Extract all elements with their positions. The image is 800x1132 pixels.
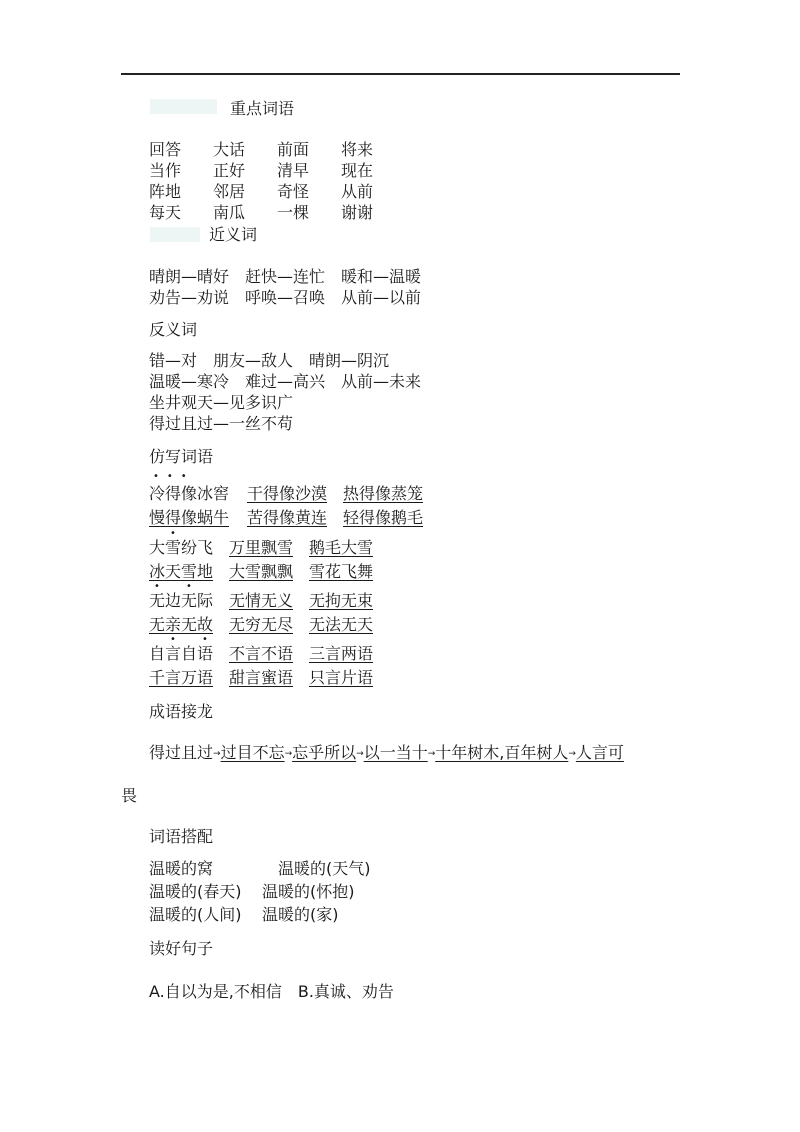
heading-synonyms: 近义词 [209,225,258,244]
heading-antonyms: 反义词 [149,320,198,339]
key-words-row-3 [149,181,405,203]
word: 南瓜 [213,203,246,222]
collocation-row-1 [149,858,371,880]
emphasis-dot: • [154,581,160,592]
key-words-row-4 [149,202,405,224]
answer-word: 冰天雪地 [149,562,214,581]
antonym-line-1: 错—对 朋友—敌人 晴朗—阴沉 [149,351,390,370]
imitate-group-2-row-1 [149,537,373,559]
answer-word: 雪花飞舞 [309,562,374,581]
emphasis-dots: ••• [153,471,195,482]
collocation-item: 温暖的(怀抱) [262,882,355,901]
word: 回答 [149,140,182,159]
answer-word: 热得像蒸笼 [343,484,424,503]
idiom-chain-wrap: 畏 [121,786,138,805]
word: 将来 [341,140,374,159]
emphasis-dot: • [202,634,208,645]
synonym-line-2: 劝告—劝说 呼唤—召唤 从前—以前 [149,288,422,307]
synonym-line-1: 晴朗—晴好 赶快—连忙 暖和—温暖 [149,267,422,286]
answer-word: 无亲无故 [149,615,214,634]
antonym-line-4: 得过且过—一丝不苟 [149,414,294,433]
read-sentences-answer: A.自以为是,不相信 B.真诚、劝告 [149,982,394,1001]
antonym-line-3: 坐井观天—见多识广 [149,393,294,412]
answer-word: 苦得像黄连 [247,508,328,527]
heading-imitate: 仿写词语 [149,447,214,466]
chain-item: 人言可 [575,743,624,762]
collocation-item: 温暖的(人间) [149,905,242,924]
answer-word: 不言不语 [229,644,294,663]
imitate-group-1-row-2 [149,507,423,529]
word: 正好 [213,161,246,180]
chain-start: 得过且过 [149,743,214,762]
arrow-icon: → [427,749,436,759]
collocation-item: 温暖的(天气) [278,859,371,878]
collocation-row-2 [149,881,355,903]
heading-key-words: 重点词语 [230,99,295,118]
imitate-group-2-row-2 [149,561,373,583]
heading-idiom-chain: 成语接龙 [149,702,214,721]
section-tag-bg [150,227,200,242]
word: 从前 [341,182,374,201]
chain-item: 过目不忘 [220,743,285,762]
answer-word: 万里飘雪 [229,538,294,557]
imitate-group-4-row-2 [149,667,373,689]
answer-word: 无拘无束 [309,591,374,610]
collocation-item: 温暖的(家) [262,905,339,924]
word: 前面 [277,140,310,159]
collocation-item: 温暖的(春天) [149,882,242,901]
word: 现在 [341,161,374,180]
section-tag-bg [150,99,217,114]
answer-word: 鹅毛大雪 [309,538,374,557]
answer-word: 轻得像鹅毛 [343,508,424,527]
word: 阵地 [149,182,182,201]
arrow-icon: → [213,749,221,759]
model-word: 大雪纷飞 [149,538,214,557]
top-rule [121,73,680,75]
answer-word: 大雪飘飘 [229,562,294,581]
chain-item: 忘乎所以 [292,743,357,762]
key-words-row-1 [149,139,405,161]
word: 每天 [149,203,182,222]
imitate-group-3-row-1 [149,590,373,612]
word: 谢谢 [341,203,374,222]
word: 邻居 [213,182,246,201]
answer-word: 千言万语 [149,668,214,687]
answer-word: 慢得像蜗牛 [149,508,230,527]
answer-word: 干得像沙漠 [247,484,328,503]
collocation-row-3 [149,904,339,926]
word: 奇怪 [277,182,310,201]
emphasis-dot: • [170,634,176,645]
chain-item: 十年树木,百年树人 [435,743,569,762]
word: 清早 [277,161,310,180]
answer-word: 无穷无尽 [229,615,294,634]
heading-collocation: 词语搭配 [149,827,214,846]
imitate-group-3-row-2 [149,614,373,636]
arrow-icon: → [356,749,364,759]
emphasis-dot: • [186,581,192,592]
arrow-icon: → [568,749,576,759]
arrow-icon: → [284,749,293,759]
emphasis-dot: • [170,528,176,539]
model-word: 无边无际 [149,591,214,610]
idiom-chain-line [149,742,624,765]
answer-word: 甜言蜜语 [229,668,294,687]
collocation-item: 温暖的窝 [149,859,214,878]
antonym-line-2: 温暖—寒冷 难过—高兴 从前—未来 [149,372,422,391]
answer-word: 无法无天 [309,615,374,634]
model-word: 冷得像冰窖 [149,484,230,503]
word: 大话 [213,140,246,159]
key-words-row-2 [149,160,405,182]
word: 当作 [149,161,182,180]
imitate-group-4-row-1 [149,643,373,665]
chain-item: 以一当十 [363,743,428,762]
imitate-group-1-row-1 [149,483,423,505]
answer-word: 无情无义 [229,591,294,610]
answer-word: 只言片语 [309,668,374,687]
word: 一棵 [277,203,310,222]
heading-read-sentences: 读好句子 [149,939,214,958]
model-word: 自言自语 [149,644,214,663]
answer-word: 三言两语 [309,644,374,663]
